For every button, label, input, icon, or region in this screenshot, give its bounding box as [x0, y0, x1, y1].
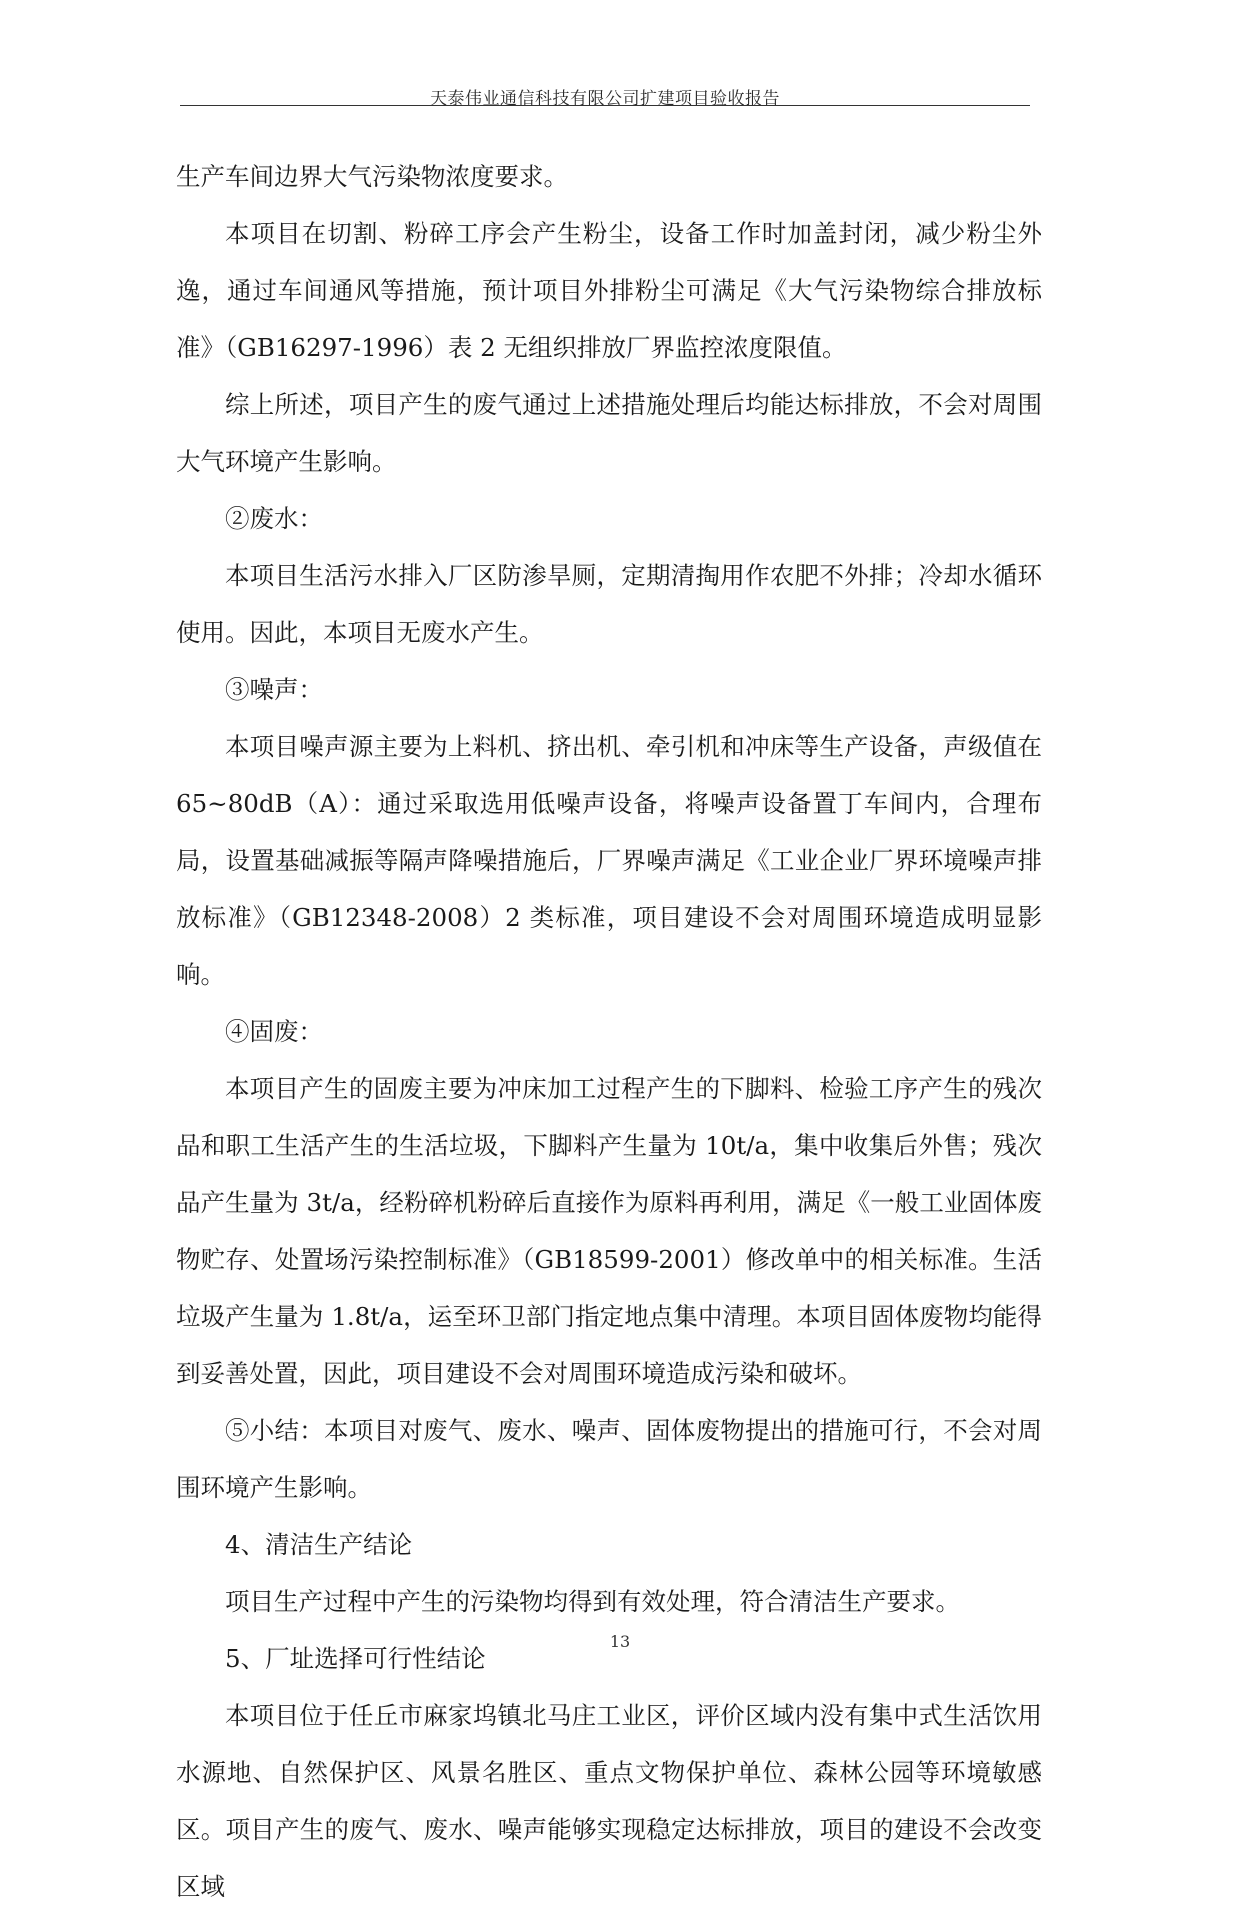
- section-heading-solid-waste: ④固废：: [225, 1017, 323, 1046]
- paragraph: 本项目噪声源主要为上料机、挤出机、牵引机和冲床等生产设备，声级值在 65~80dB（A）：通过采取选用低噪声设备，将噪声设备置丁车间内，合理布局，设置基础减振等隔声降噪措施后，厂界噪声满足《工业企业厂界环境噪声排放标准》（GB12348-2008）2 类标准，项目建设不会对周围环境造成明显影响。: [176, 732, 1042, 989]
- section-heading-site-selection: 5、厂址选择可行性结论: [225, 1644, 486, 1673]
- paragraph: 生产车间边界大气污染物浓度要求。: [176, 162, 568, 191]
- paragraph: 本项目生活污水排入厂区防渗旱厕，定期清掏用作农肥不外排；冷却水循环使用。因此，本项目无废水产生。: [176, 561, 1042, 647]
- page-number: 13: [609, 1632, 631, 1651]
- paragraph: 项目生产过程中产生的污染物均得到有效处理，符合清洁生产要求。: [225, 1587, 960, 1616]
- page-header-title: 天泰伟业通信科技有限公司扩建项目验收报告: [430, 89, 780, 109]
- paragraph: 本项目在切割、粉碎工序会产生粉尘，设备工作时加盖封闭，减少粉尘外逸，通过车间通风等措施，预计项目外排粉尘可满足《大气污染物综合排放标准》（GB16297-1996）表 2 无组织排放厂界监控浓度限值。: [176, 219, 1042, 362]
- paragraph: 本项目位于任丘市麻家坞镇北马庄工业区，评价区域内没有集中式生活饮用水源地、自然保护区、风景名胜区、重点文物保护单位、森林公园等环境敏感区。项目产生的废气、废水、噪声能够实现稳定达标排放，项目的建设不会改变区域: [176, 1701, 1042, 1901]
- paragraph-summary: ⑤小结：本项目对废气、废水、噪声、固体废物提出的措施可行，不会对周围环境产生影响。: [176, 1416, 1042, 1502]
- section-heading-wastewater: ②废水：: [225, 504, 323, 533]
- paragraph: 综上所述，项目产生的废气通过上述措施处理后均能达标排放，不会对周围大气环境产生影响。: [176, 390, 1042, 476]
- paragraph: 本项目产生的固废主要为冲床加工过程产生的下脚料、检验工序产生的残次品和职工生活产生的生活垃圾，下脚料产生量为 10t/a，集中收集后外售；残次品产生量为 3t/a，经粉碎机粉碎后直接作为原料再利用，满足《一般工业固体废物贮存、处置场污染控制标准》（GB18599-2001）修改单中的相关标准。生活垃圾产生量为 1.8t/a，运至环卫部门指定地点集中清理。本项目固体废物均能得到妥善处置，因此，项目建设不会对周围环境造成污染和破坏。: [176, 1074, 1042, 1388]
- section-heading-noise: ③噪声：: [225, 675, 323, 704]
- header-divider: [180, 105, 1030, 106]
- section-heading-clean-production: 4、清洁生产结论: [225, 1530, 413, 1559]
